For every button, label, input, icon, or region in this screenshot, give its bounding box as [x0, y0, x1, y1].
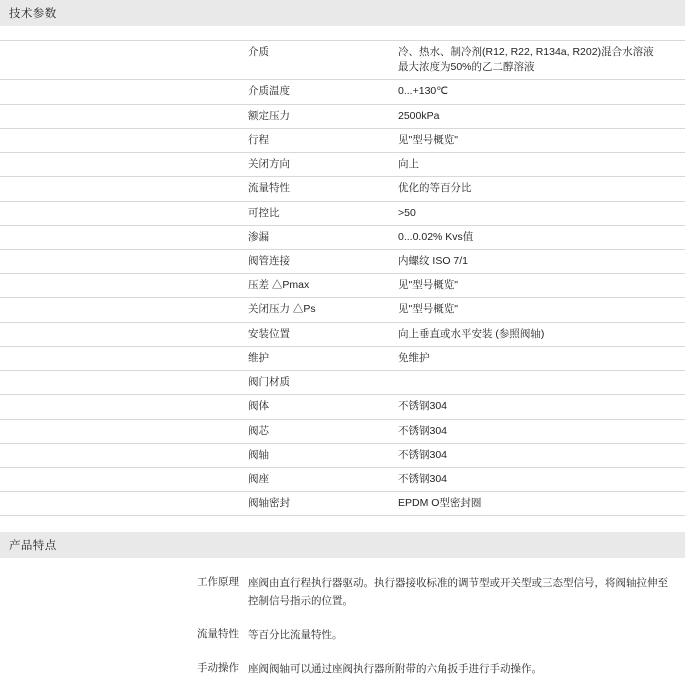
- spec-value: [398, 41, 685, 80]
- feature-label: 手动操作: [197, 662, 239, 675]
- spacer-cell: [0, 274, 248, 298]
- spec-label: 阀体: [248, 395, 398, 419]
- feature-text-line1: 座阀由直行程执行器驱动。执行器接收标准的调节型或开关型或三态型信号，将阀轴拉伸至: [248, 577, 668, 590]
- spec-value: 不锈钢304: [398, 467, 685, 491]
- section-title-features: 产品特点: [9, 540, 57, 553]
- spacer-cell: [0, 177, 248, 201]
- spec-label: 渗漏: [248, 225, 398, 249]
- spec-label: 关闭方向: [248, 153, 398, 177]
- spec-value: 内螺纹 ISO 7/1: [398, 249, 685, 273]
- spec-label: 阀轴密封: [248, 492, 398, 516]
- table-row: [0, 346, 685, 370]
- table-row: [0, 225, 685, 249]
- spec-label: 流量特性: [248, 177, 398, 201]
- spacer-cell: [0, 41, 248, 80]
- spacer-cell: [0, 249, 248, 273]
- spec-value: 优化的等百分比: [398, 177, 685, 201]
- list-item: [0, 610, 685, 644]
- spacer-cell: [0, 298, 248, 322]
- feature-text: [248, 627, 685, 644]
- table-row: [0, 177, 685, 201]
- spec-value-line1: 冷、热水、制冷剂(R12, R22, R134a, R202)混合水溶液: [398, 46, 654, 58]
- spacer-cell: [0, 395, 248, 419]
- spacer-cell: [0, 419, 248, 443]
- spec-label: 压差 △Pmax: [248, 274, 398, 298]
- list-item: [0, 644, 685, 678]
- feature-text: [248, 575, 685, 610]
- spec-value: 向上垂直或水平安装 (参照阀轴): [398, 322, 685, 346]
- spacer-cell: [0, 371, 248, 395]
- table-row: [0, 467, 685, 491]
- spec-value: 不锈钢304: [398, 419, 685, 443]
- spacer-cell: [0, 153, 248, 177]
- table-row: [0, 128, 685, 152]
- spacer-cell: [0, 346, 248, 370]
- spec-label: 阀管连接: [248, 249, 398, 273]
- spec-label: 介质: [248, 41, 398, 80]
- spacer-cell: [0, 467, 248, 491]
- table-row: [0, 419, 685, 443]
- spec-label: 维护: [248, 346, 398, 370]
- spec-label: 介质温度: [248, 80, 398, 104]
- spec-value: 见"型号概览": [398, 298, 685, 322]
- spec-label: 额定压力: [248, 104, 398, 128]
- spec-label: 阀座: [248, 467, 398, 491]
- spec-value: 向上: [398, 153, 685, 177]
- spec-label: 阀芯: [248, 419, 398, 443]
- spacer-cell: [0, 443, 248, 467]
- spec-value: [398, 371, 685, 395]
- spec-label: 关闭压力 △Ps: [248, 298, 398, 322]
- section-title-specs: 技术参数: [9, 8, 57, 20]
- feature-text-line2: 控制信号指示的位置。: [248, 594, 353, 607]
- spacer-cell: [0, 225, 248, 249]
- spec-value: 2500kPa: [398, 104, 685, 128]
- spacer-cell: [0, 128, 248, 152]
- table-row: [0, 41, 685, 80]
- table-row: [0, 371, 685, 395]
- spec-value: 不锈钢304: [398, 443, 685, 467]
- spacer-cell: [0, 322, 248, 346]
- feature-text: [248, 661, 685, 678]
- feature-label: 工作原理: [197, 576, 239, 589]
- spec-value-line2: 最大浓度为50%的乙二醇溶液: [398, 61, 535, 74]
- spec-label: 行程: [248, 128, 398, 152]
- list-item: [0, 558, 685, 610]
- spacer-cell: [0, 104, 248, 128]
- spec-value: 见"型号概览": [398, 128, 685, 152]
- table-row: [0, 80, 685, 104]
- spec-value: 0...0.02% Kvs值: [398, 225, 685, 249]
- feature-text-line1: 座阀阀轴可以通过座阀执行器所附带的六角扳手进行手动操作。: [248, 663, 542, 676]
- spec-value: 0...+130℃: [398, 80, 685, 104]
- specifications-body: [0, 41, 685, 516]
- features-list: [0, 558, 685, 678]
- table-row: [0, 322, 685, 346]
- table-row: [0, 395, 685, 419]
- spec-value: >50: [398, 201, 685, 225]
- table-row: [0, 298, 685, 322]
- table-row: [0, 153, 685, 177]
- spacer-cell: [0, 492, 248, 516]
- table-row: [0, 201, 685, 225]
- specifications-table: [0, 40, 685, 516]
- spec-label: 阀轴: [248, 443, 398, 467]
- spec-value: 免维护: [398, 346, 685, 370]
- spacer-cell: [0, 80, 248, 104]
- table-row: [0, 443, 685, 467]
- table-row: [0, 104, 685, 128]
- table-row: [0, 274, 685, 298]
- feature-label: 流量特性: [197, 628, 239, 640]
- spec-value: 见"型号概览": [398, 274, 685, 298]
- section-spacer: [0, 516, 685, 532]
- spec-value: 不锈钢304: [398, 395, 685, 419]
- spec-label: 阀门材质: [248, 371, 398, 395]
- spacer-cell: [0, 201, 248, 225]
- spec-value: EPDM O型密封圈: [398, 492, 685, 516]
- section-header-specs: [0, 0, 685, 26]
- table-row: [0, 492, 685, 516]
- feature-text-line1: 等百分比流量特性。: [248, 629, 343, 641]
- spec-label: 安装位置: [248, 322, 398, 346]
- spec-label: 可控比: [248, 201, 398, 225]
- section-header-features: [0, 532, 685, 558]
- table-row: [0, 249, 685, 273]
